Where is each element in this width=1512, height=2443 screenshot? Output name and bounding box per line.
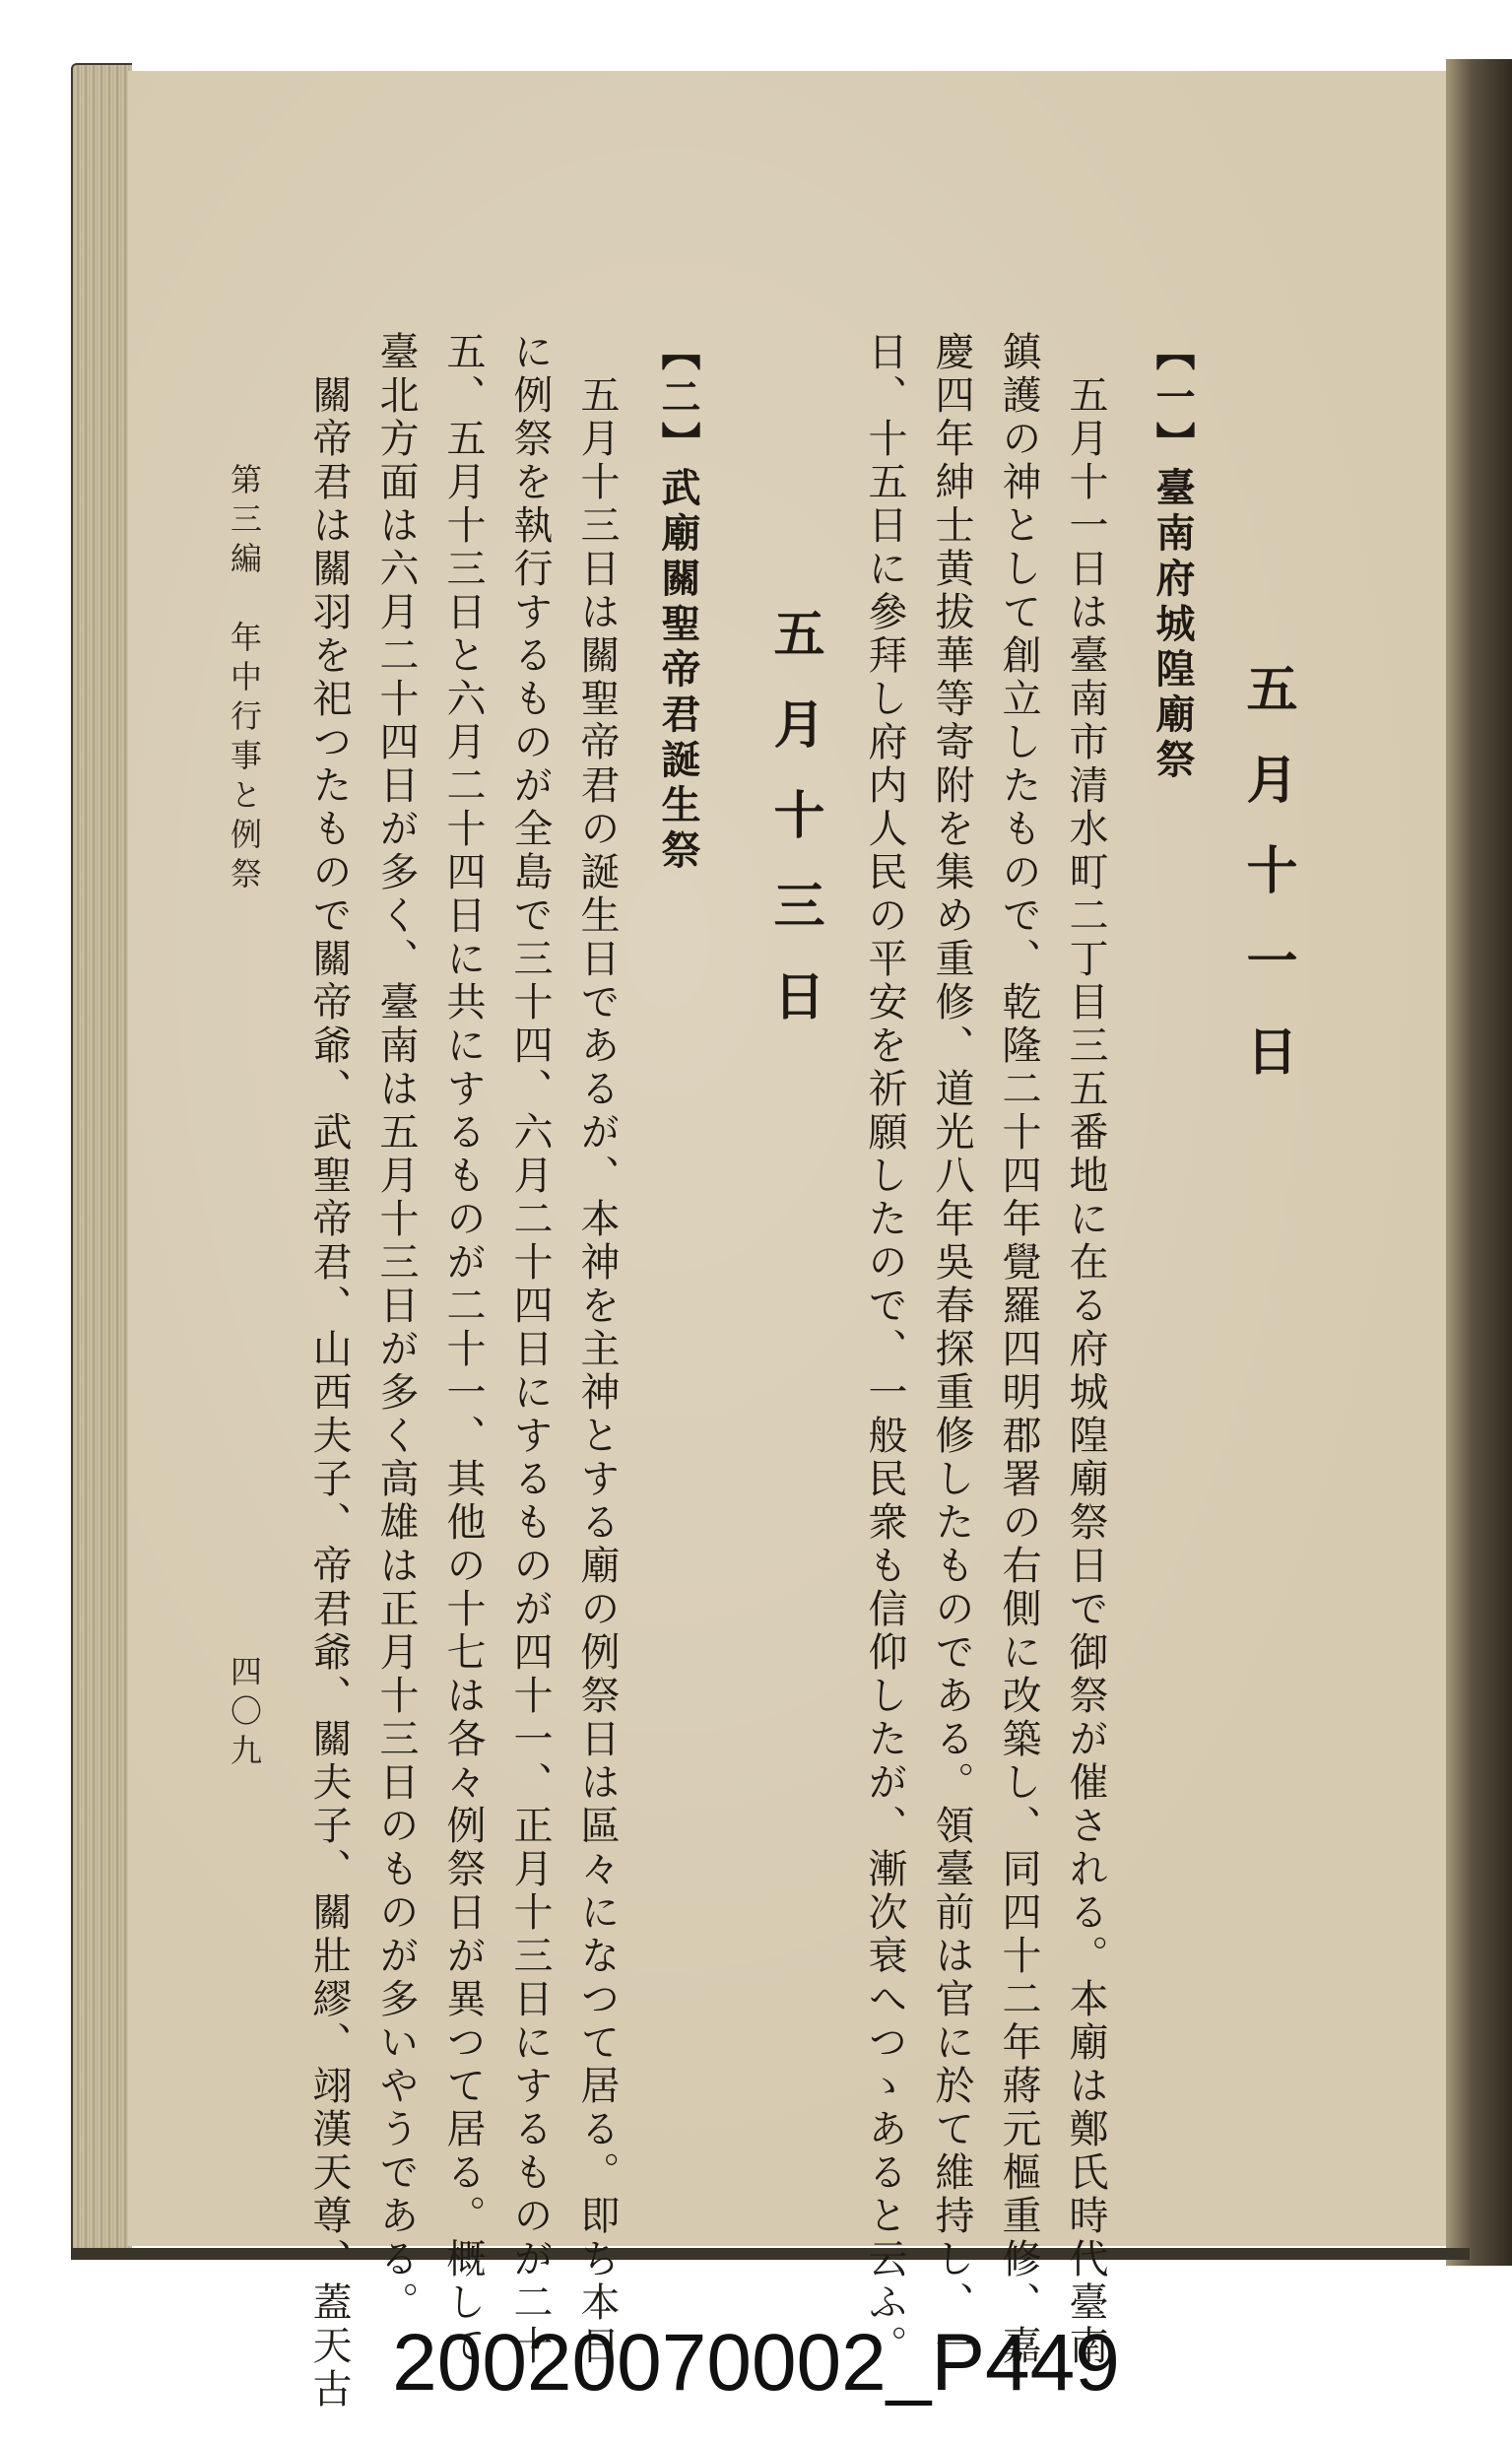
section1-line-3: 慶四年紳士黄拔華等寄附を集め重修、道光八年吳春探重修したものである。領臺前は官に於て維持し、一: [929, 331, 974, 2368]
running-head: 第三編 年中行事と例祭: [226, 463, 263, 896]
image-id-caption: 20020070002_P449: [392, 2318, 1120, 2408]
section2-line-4: 臺北方面は六月二十四日が多く、臺南は五月十三日が多く高雄は正月十三日のものが多いやうである。: [373, 331, 419, 2325]
book-page-edges: [71, 63, 132, 2260]
section1-line-2: 鎮護の神として創立したもので、乾隆二十四年覺羅四明郡署の右側に改築し、同四十二年蔣元樞重修、嘉: [996, 331, 1041, 2368]
page-number: 四〇九: [226, 1655, 263, 1773]
section2-date-heading: 五月十三日: [764, 607, 823, 1060]
section1-title: 【一】臺南府城隍廟祭: [1150, 331, 1195, 784]
section1-date-heading: 五月十一日: [1237, 662, 1296, 1115]
section2-title: 【二】武廟關聖帝君誕生祭: [655, 331, 700, 875]
book-spine: [1446, 59, 1512, 2266]
section1-line-1: 五月十一日は臺南市清水町二丁目三五番地に在る府城隍廟祭日で御祭が催される。本廟は鄭氏時代臺南: [1063, 374, 1108, 2368]
section2-line-3: 五、五月十三日と六月二十四日に共にするものが二十一、其他の十七は各々例祭日が異つて居る。概して: [440, 331, 486, 2368]
book-bottom-edge: [71, 2248, 1470, 2260]
section1-line-4: 日、十五日に參拜し府内人民の平安を祈願したので、一般民衆も信仰したが、漸次衰へつゝあると云ふ。: [862, 331, 907, 2368]
section2-line-1: 五月十三日は關聖帝君の誕生日であるが、本神を主神とする廟の例祭日は區々になつて居る。即ち本日: [574, 374, 620, 2368]
section2-line-2: に例祭を執行するものが全島で三十四、六月二十四日にするものが四十一、正月十三日にするものが二十: [507, 331, 553, 2368]
section2-line-5: 關帝君は關羽を祀つたもので關帝爺、武聖帝君、山西夫子、帝君爺、關夫子、關壯繆、翊漢天尊、蓋天古: [306, 374, 352, 2411]
